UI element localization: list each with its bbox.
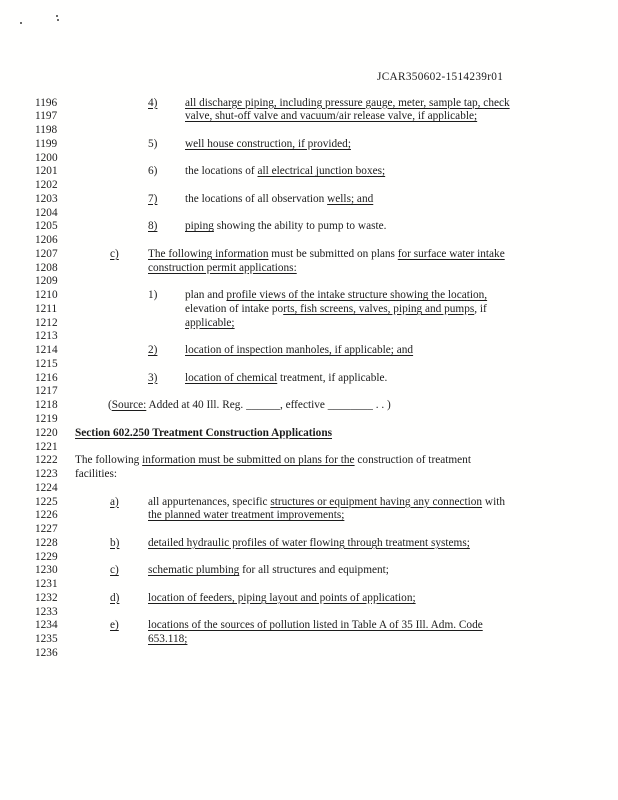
line-text bbox=[148, 248, 505, 262]
text-line bbox=[0, 523, 618, 537]
line-text bbox=[185, 110, 477, 124]
line-number: 1227 bbox=[35, 523, 58, 536]
text-segment: The following bbox=[75, 454, 143, 467]
line-number: 1203 bbox=[35, 192, 58, 205]
text-segment: , effective bbox=[279, 399, 328, 412]
line-number: 1226 bbox=[35, 509, 58, 522]
line-number: 1206 bbox=[35, 234, 58, 247]
line-number: 1215 bbox=[35, 357, 58, 370]
underlined-text-segment: locations of the sources of pollution listed in Table A of 35 Ill. Adm. Code bbox=[148, 619, 483, 632]
underlined-text-segment: profile views of the intake structure showing the location, bbox=[226, 289, 488, 302]
text-line bbox=[0, 606, 618, 620]
line-number: 1207 bbox=[35, 247, 58, 260]
text-segment: ________ . . bbox=[327, 399, 385, 412]
list-label: b) bbox=[110, 536, 120, 549]
underlined-text-segment: location of feeders, piping layout and points of application; bbox=[148, 591, 416, 604]
line-text bbox=[148, 619, 483, 633]
line-text bbox=[185, 317, 235, 331]
underlined-text-segment: all electrical junction boxes; bbox=[257, 165, 386, 178]
text-segment: ) bbox=[384, 399, 391, 412]
line-text bbox=[148, 496, 505, 510]
line-text bbox=[148, 509, 344, 523]
line-text bbox=[185, 220, 386, 234]
line-number: 1196 bbox=[35, 96, 58, 109]
list-label: 5) bbox=[148, 137, 158, 150]
text-line bbox=[0, 220, 618, 234]
text-segment: ______ bbox=[246, 399, 280, 412]
text-segment: construction of treatment bbox=[354, 454, 471, 467]
text-segment: Added at 40 Ill. Reg. bbox=[146, 399, 247, 412]
list-label: d) bbox=[110, 591, 120, 604]
text-line bbox=[0, 97, 618, 111]
text-segment: ( bbox=[108, 399, 112, 412]
line-text bbox=[148, 537, 470, 551]
underlined-text-segment: valve, shut-off valve and vacuum/air release valve, if applicable; bbox=[185, 110, 478, 123]
text-line bbox=[0, 427, 618, 441]
underlined-text-segment: schematic plumbing bbox=[148, 564, 240, 577]
underlined-text-segment: location of inspection manholes, if applicable; and bbox=[185, 344, 414, 357]
line-number: 1218 bbox=[35, 399, 58, 412]
underlined-text-segment: Section 602.250 Treatment Construction Applications bbox=[75, 426, 333, 439]
list-label: e) bbox=[110, 619, 119, 632]
text-line bbox=[0, 303, 618, 317]
line-number: 1229 bbox=[35, 550, 58, 563]
underlined-text-segment: The following information bbox=[148, 247, 269, 260]
text-line bbox=[0, 207, 618, 221]
line-text bbox=[185, 138, 351, 152]
line-number: 1232 bbox=[35, 591, 58, 604]
list-label: 6) bbox=[148, 165, 158, 178]
line-number: 1202 bbox=[35, 179, 58, 192]
line-number: 1217 bbox=[35, 385, 58, 398]
line-number: 1205 bbox=[35, 220, 58, 233]
text-line bbox=[0, 385, 618, 399]
text-segment: elevation of intake po bbox=[185, 302, 284, 315]
text-segment: must be submitted on plans bbox=[268, 247, 398, 260]
text-line bbox=[0, 124, 618, 138]
line-number: 1236 bbox=[35, 646, 58, 659]
line-text bbox=[75, 454, 471, 468]
line-number: 1219 bbox=[35, 412, 58, 425]
text-line bbox=[0, 454, 618, 468]
scan-speck bbox=[57, 19, 59, 21]
text-line bbox=[0, 633, 618, 647]
text-line bbox=[0, 193, 618, 207]
text-segment: the locations of bbox=[185, 165, 258, 178]
text-line bbox=[0, 441, 618, 455]
line-number: 1210 bbox=[35, 289, 58, 302]
line-text bbox=[185, 344, 413, 358]
list-label: c) bbox=[110, 564, 119, 577]
line-number: 1228 bbox=[35, 536, 58, 549]
list-label: 7) bbox=[148, 192, 158, 205]
line-number: 1230 bbox=[35, 564, 58, 577]
text-line bbox=[0, 564, 618, 578]
text-line bbox=[0, 165, 618, 179]
text-line bbox=[0, 262, 618, 276]
line-text bbox=[148, 592, 416, 606]
line-number: 1200 bbox=[35, 151, 58, 164]
line-text bbox=[185, 165, 385, 179]
underlined-text-segment: location of chemical bbox=[185, 371, 278, 384]
line-number: 1216 bbox=[35, 371, 58, 384]
line-number: 1211 bbox=[35, 302, 58, 315]
text-line bbox=[0, 551, 618, 565]
underlined-text-segment: the planned water treatment improvements; bbox=[148, 509, 345, 522]
text-line bbox=[0, 647, 618, 661]
text-segment: with bbox=[482, 495, 506, 508]
text-line bbox=[0, 468, 618, 482]
text-line bbox=[0, 330, 618, 344]
text-line bbox=[0, 372, 618, 386]
document-id-header: JCAR350602-1514239r01 bbox=[377, 71, 504, 83]
line-number: 1208 bbox=[35, 261, 58, 274]
text-line bbox=[0, 234, 618, 248]
underlined-text-segment: piping bbox=[185, 220, 214, 233]
underlined-text-segment: 653.118; bbox=[148, 633, 188, 646]
underlined-text-segment: all discharge piping, including pressure gauge, meter, sample tap, check bbox=[185, 96, 510, 109]
line-text bbox=[185, 97, 510, 111]
underlined-text-segment: construction permit applications: bbox=[148, 261, 297, 274]
text-line bbox=[0, 317, 618, 331]
text-segment: all appurtenances, specific bbox=[148, 495, 271, 508]
line-text bbox=[75, 468, 117, 482]
text-line bbox=[0, 592, 618, 606]
text-line bbox=[0, 509, 618, 523]
text-line bbox=[0, 482, 618, 496]
line-number: 1197 bbox=[35, 110, 58, 123]
list-label: 8) bbox=[148, 220, 158, 233]
line-text bbox=[148, 262, 297, 276]
text-line bbox=[0, 399, 618, 413]
list-label: a) bbox=[110, 495, 119, 508]
text-segment: showing the ability to pump to waste. bbox=[213, 220, 387, 233]
list-label: 2) bbox=[148, 344, 158, 357]
text-line bbox=[0, 619, 618, 633]
text-line bbox=[0, 537, 618, 551]
underlined-text-segment: structures or equipment having any connection bbox=[270, 495, 483, 508]
line-text bbox=[148, 564, 389, 578]
line-number: 1198 bbox=[35, 124, 58, 137]
line-number: 1233 bbox=[35, 605, 58, 618]
line-number: 1204 bbox=[35, 206, 58, 219]
line-text bbox=[185, 372, 387, 386]
line-text bbox=[185, 303, 487, 317]
text-line bbox=[0, 138, 618, 152]
line-number: 1235 bbox=[35, 633, 58, 646]
underlined-text-segment: applicable; bbox=[185, 316, 235, 329]
line-number: 1223 bbox=[35, 468, 58, 481]
list-label: 1) bbox=[148, 289, 158, 302]
line-number: 1224 bbox=[35, 481, 58, 494]
line-number: 1221 bbox=[35, 440, 58, 453]
text-line bbox=[0, 344, 618, 358]
text-segment: plan and bbox=[185, 289, 227, 302]
underlined-text-segment: for surface water intake bbox=[397, 247, 505, 260]
line-text bbox=[185, 289, 487, 303]
text-line bbox=[0, 152, 618, 166]
line-number: 1220 bbox=[35, 426, 58, 439]
list-label: 4) bbox=[148, 96, 158, 109]
underlined-text-segment: wells; and bbox=[327, 192, 374, 205]
text-line bbox=[0, 413, 618, 427]
text-line bbox=[0, 358, 618, 372]
line-text bbox=[185, 193, 373, 207]
line-number: 1214 bbox=[35, 344, 58, 357]
line-number: 1234 bbox=[35, 619, 58, 632]
line-number: 1213 bbox=[35, 330, 58, 343]
list-label: c) bbox=[110, 247, 119, 260]
line-number: 1201 bbox=[35, 165, 58, 178]
underlined-text-segment: rts, fish screens, valves, piping and pumps bbox=[283, 302, 475, 315]
text-line bbox=[0, 578, 618, 592]
line-text bbox=[148, 633, 187, 647]
text-line bbox=[0, 496, 618, 510]
text-segment: for all structures and equipment; bbox=[239, 564, 389, 577]
text-line bbox=[0, 275, 618, 289]
line-number: 1199 bbox=[35, 137, 58, 150]
line-number: 1222 bbox=[35, 454, 58, 467]
section-heading bbox=[75, 427, 332, 441]
line-number: 1225 bbox=[35, 495, 58, 508]
text-line bbox=[0, 248, 618, 262]
underlined-text-segment: Source: bbox=[111, 399, 147, 412]
underlined-text-segment: detailed hydraulic profiles of water flowing through treatment systems; bbox=[148, 536, 470, 549]
text-line bbox=[0, 289, 618, 303]
text-line bbox=[0, 179, 618, 193]
text-line bbox=[0, 110, 618, 124]
underlined-text-segment: information must be submitted on plans for the bbox=[142, 454, 355, 467]
text-segment: the locations of all observation bbox=[185, 192, 328, 205]
list-label: 3) bbox=[148, 371, 158, 384]
line-number: 1231 bbox=[35, 578, 58, 591]
text-segment: treatment, if applicable. bbox=[277, 371, 388, 384]
text-segment: , if bbox=[474, 302, 487, 315]
scan-speck bbox=[20, 22, 22, 24]
line-text bbox=[108, 399, 391, 413]
line-number: 1212 bbox=[35, 316, 58, 329]
line-number: 1209 bbox=[35, 275, 58, 288]
underlined-text-segment: well house construction, if provided; bbox=[185, 137, 351, 150]
scan-speck bbox=[56, 15, 58, 17]
text-segment: facilities: bbox=[75, 468, 118, 481]
